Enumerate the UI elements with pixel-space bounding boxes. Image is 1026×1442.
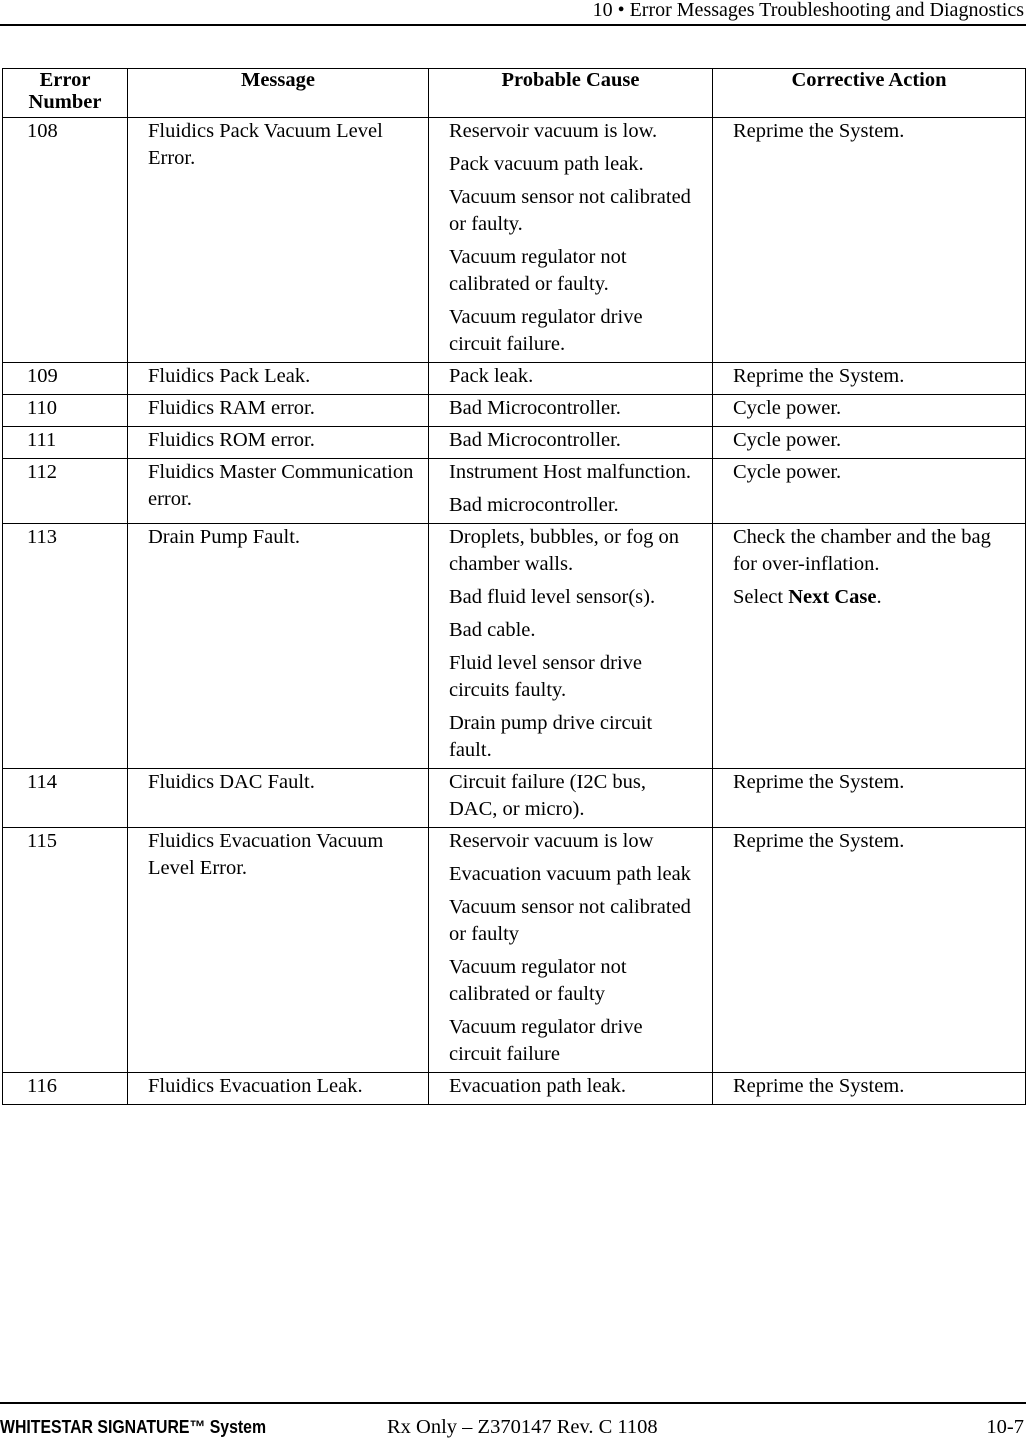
probable-cause-item: Evacuation path leak.: [449, 1075, 627, 1097]
probable-cause-item: Fluid level sensor drive circuits faulty.: [449, 652, 643, 701]
error-number-cell: 109: [3, 363, 128, 395]
corrective-action-item: Cycle power.: [733, 397, 842, 419]
probable-cause-item: Bad cable.: [449, 619, 536, 641]
probable-cause-item: Droplets, bubbles, or fog on chamber walls.: [449, 526, 680, 575]
corrective-action-cell: [713, 395, 1026, 427]
corrective-action-cell: [713, 828, 1026, 1073]
message-cell: Drain Pump Fault.: [128, 524, 429, 769]
corrective-action-item: Cycle power.: [733, 429, 842, 451]
table-row: [3, 524, 1026, 769]
table-header-row: [3, 69, 1026, 118]
corrective-action-item: Reprime the System.: [733, 830, 905, 852]
error-number-cell: 114: [3, 769, 128, 828]
corrective-action-item: Reprime the System.: [733, 771, 905, 793]
probable-cause-cell: [429, 118, 713, 363]
probable-cause-item: Vacuum regulator not calibrated or faulty: [449, 956, 627, 1005]
column-header-error-number: Error Number: [3, 69, 128, 118]
corrective-action-item: Reprime the System.: [733, 365, 905, 387]
message-cell: Fluidics Master Communication error.: [128, 459, 429, 524]
message-cell: Fluidics Evacuation Leak.: [128, 1073, 429, 1105]
probable-cause-item: Bad fluid level sensor(s).: [449, 586, 656, 608]
table-row: [3, 427, 1026, 459]
message-cell: Fluidics DAC Fault.: [128, 769, 429, 828]
page-footer: [0, 1402, 1026, 1442]
error-number-cell: 112: [3, 459, 128, 524]
table-row: [3, 1073, 1026, 1105]
error-number-cell: 110: [3, 395, 128, 427]
table-row: [3, 769, 1026, 828]
message-cell: Fluidics Pack Vacuum Level Error.: [128, 118, 429, 363]
message-cell: Fluidics ROM error.: [128, 427, 429, 459]
corrective-action-cell: [713, 459, 1026, 524]
probable-cause-cell: [429, 769, 713, 828]
select-suffix: .: [876, 586, 882, 608]
probable-cause-item: Bad Microcontroller.: [449, 397, 621, 419]
column-header-probable-cause: Probable Cause: [429, 69, 713, 118]
page-header: [0, 0, 1026, 26]
probable-cause-item: Bad Microcontroller.: [449, 429, 621, 451]
select-prefix: Select: [733, 586, 789, 608]
footer-document-reference: Rx Only – Z370147 Rev. C 1108: [387, 1416, 658, 1438]
corrective-action-select: [733, 584, 1011, 611]
corrective-action-cell: [713, 118, 1026, 363]
probable-cause-item: Evacuation vacuum path leak: [449, 863, 691, 885]
probable-cause-cell: [429, 427, 713, 459]
corrective-action-cell: [713, 1073, 1026, 1105]
probable-cause-cell: [429, 524, 713, 769]
corrective-action-cell: [713, 769, 1026, 828]
corrective-action-item: Cycle power.: [733, 461, 842, 483]
table-row: [3, 363, 1026, 395]
corrective-action-item: Reprime the System.: [733, 120, 905, 142]
probable-cause-cell: [429, 1073, 713, 1105]
probable-cause-item: Pack vacuum path leak.: [449, 153, 644, 175]
table-row: [3, 118, 1026, 363]
corrective-action-cell: [713, 363, 1026, 395]
column-header-message: Message: [128, 69, 429, 118]
probable-cause-item: Instrument Host malfunction.: [449, 461, 691, 483]
probable-cause-item: Reservoir vacuum is low.: [449, 120, 658, 142]
corrective-action-item: Reprime the System.: [733, 1075, 905, 1097]
table-row: [3, 395, 1026, 427]
footer-product-name: WHITESTAR SIGNATURE™ System: [0, 1417, 267, 1437]
probable-cause-cell: [429, 395, 713, 427]
table-row: [3, 828, 1026, 1073]
message-cell: Fluidics Pack Leak.: [128, 363, 429, 395]
corrective-action-cell: [713, 427, 1026, 459]
probable-cause-item: Drain pump drive circuit fault.: [449, 712, 653, 761]
probable-cause-item: Circuit failure (I2C bus, DAC, or micro).: [449, 771, 646, 820]
probable-cause-item: Vacuum sensor not calibrated or faulty: [449, 896, 691, 945]
error-number-cell: 113: [3, 524, 128, 769]
probable-cause-cell: [429, 828, 713, 1073]
corrective-action-item: Check the chamber and the bag for over-inflation.: [733, 526, 991, 575]
error-number-cell: 108: [3, 118, 128, 363]
probable-cause-cell: [429, 363, 713, 395]
error-messages-table: [2, 68, 1026, 1105]
chapter-title: 10 • Error Messages Troubleshooting and Diagnostics: [592, 0, 1024, 21]
column-header-corrective-action: Corrective Action: [713, 69, 1026, 118]
probable-cause-item: Vacuum regulator drive circuit failure: [449, 1016, 643, 1065]
next-case-label: Next Case: [788, 586, 877, 608]
error-number-cell: 116: [3, 1073, 128, 1105]
probable-cause-item: Vacuum regulator not calibrated or faulty.: [449, 246, 627, 295]
probable-cause-item: Reservoir vacuum is low: [449, 830, 654, 852]
probable-cause-item: Bad microcontroller.: [449, 494, 619, 516]
error-number-cell: 115: [3, 828, 128, 1073]
message-cell: Fluidics RAM error.: [128, 395, 429, 427]
corrective-action-cell: [713, 524, 1026, 769]
probable-cause-item: Vacuum sensor not calibrated or faulty.: [449, 186, 691, 235]
message-cell: Fluidics Evacuation Vacuum Level Error.: [128, 828, 429, 1073]
error-number-cell: 111: [3, 427, 128, 459]
probable-cause-cell: [429, 459, 713, 524]
probable-cause-item: Vacuum regulator drive circuit failure.: [449, 306, 643, 355]
table-row: [3, 459, 1026, 524]
probable-cause-item: Pack leak.: [449, 365, 534, 387]
footer-page-number: 10-7: [986, 1416, 1024, 1438]
